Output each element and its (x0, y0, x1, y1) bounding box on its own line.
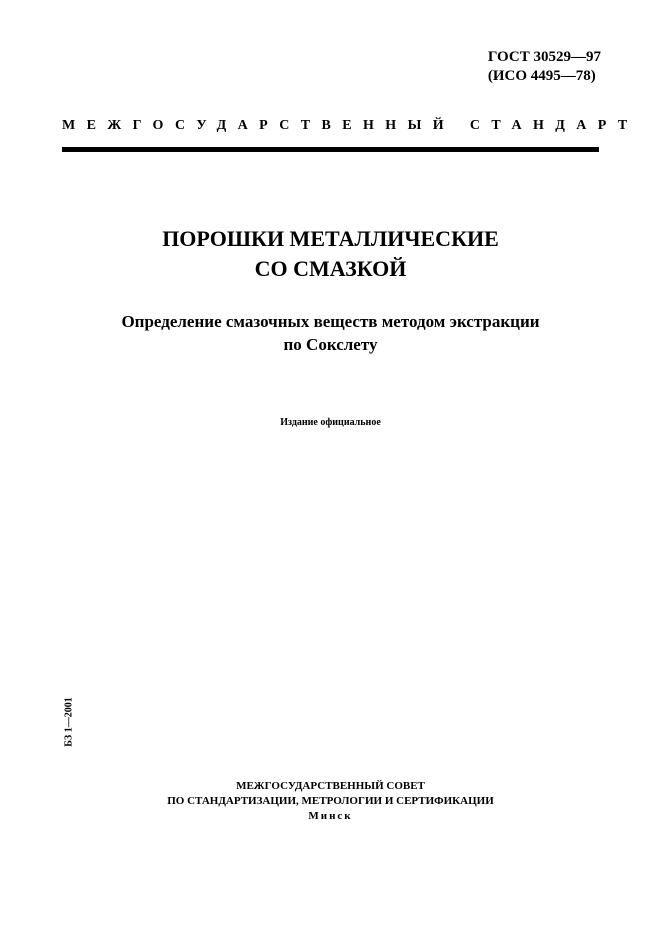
title-line-1: ПОРОШКИ МЕТАЛЛИЧЕСКИЕ (162, 226, 499, 251)
publisher-city: Минск (308, 810, 353, 822)
publisher-block (0, 779, 661, 824)
gost-number: ГОСТ 30529—97 (487, 49, 601, 65)
side-mark-label: БЗ 1—2001 (63, 697, 75, 747)
council-line-2: ПО СТАНДАРТИЗАЦИИ, МЕТРОЛОГИИ И СЕРТИФИКАЦИИ (167, 795, 494, 807)
edition-label: Издание официальное (280, 417, 381, 428)
council-line-1: МЕЖГОСУДАРСТВЕННЫЙ СОВЕТ (236, 780, 425, 792)
iso-number: (ИСО 4495—78) (487, 68, 596, 84)
document-code (488, 48, 601, 86)
document-subtitle (0, 310, 661, 356)
standard-type-heading (62, 118, 639, 134)
title-line-2: СО СМАЗКОЙ (254, 256, 407, 281)
subtitle-line-1: Определение смазочных веществ методом экстракции (121, 312, 540, 331)
header-divider (62, 147, 599, 152)
side-mark (62, 692, 76, 752)
subtitle-line-2: по Сокслету (283, 335, 378, 354)
standard-type-label: МЕЖГОСУДАРСТВЕННЫЙ СТАНДАРТ (62, 118, 639, 133)
document-title (0, 224, 661, 284)
